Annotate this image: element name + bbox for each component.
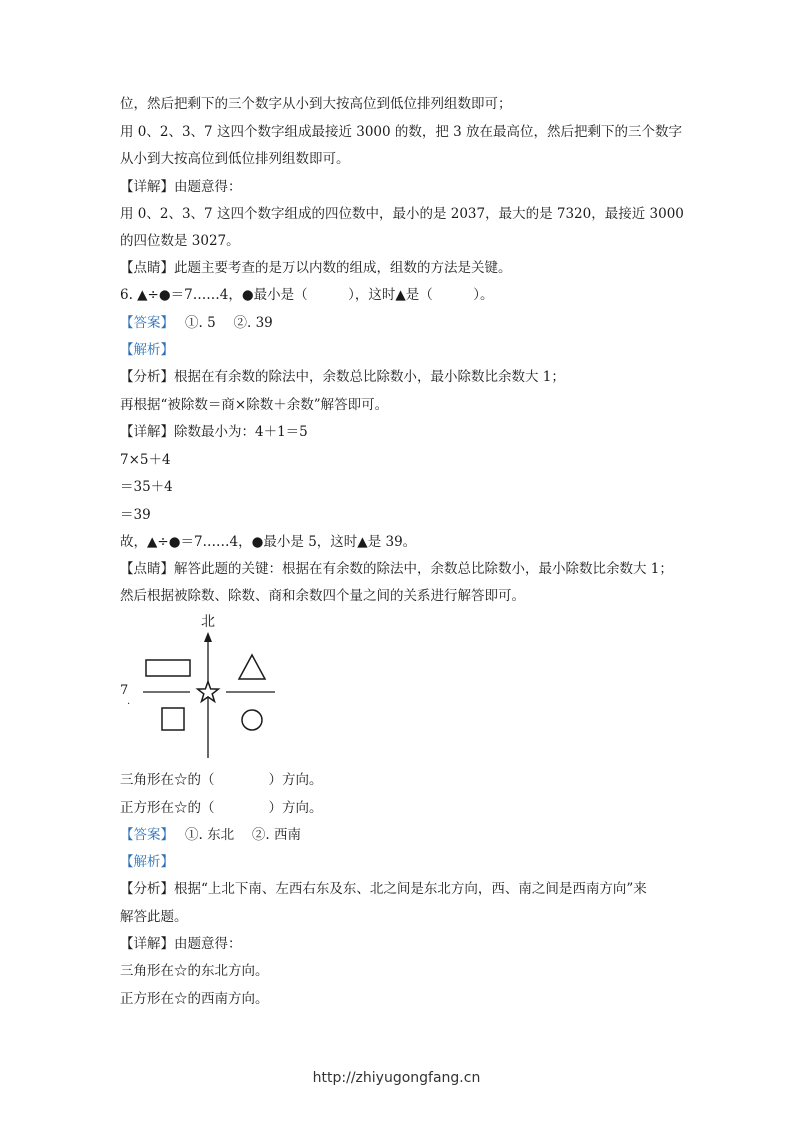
answer-tag: 【答案】 bbox=[120, 827, 168, 843]
question-dot: . bbox=[127, 696, 131, 707]
text-line: 用 0、2、3、7 这四个数字组成的四位数中，最小的是 2037，最大的是 7320，最接近 3000 bbox=[120, 206, 684, 222]
answer-tag: 【答案】 bbox=[120, 315, 168, 331]
direction-diagram bbox=[118, 610, 288, 760]
text-line: 的四位数是 3027。 bbox=[120, 233, 240, 249]
north-label: 北 bbox=[201, 614, 215, 630]
text-line: 然后根据被除数、除数、商和余数四个量之间的关系进行解答即可。 bbox=[120, 588, 525, 604]
question-7-triangle: 三角形在☆的（ ）方向。 bbox=[120, 772, 323, 788]
text-line: 【详解】由题意得： bbox=[120, 179, 242, 195]
north-arrowhead bbox=[204, 632, 212, 642]
answer-6 bbox=[120, 314, 273, 332]
rectangle-shape bbox=[146, 660, 190, 676]
text-line: 【分析】根据在有余数的除法中，余数总比除数小，最小除数比余数大 1； bbox=[120, 369, 565, 385]
analysis-tag: 【解析】 bbox=[120, 342, 174, 358]
text-line: 【点睛】解答此题的关键：根据在有余数的除法中，余数总比除数小，最小除数比余数大 1； bbox=[120, 561, 673, 577]
question-7-square: 正方形在☆的（ ）方向。 bbox=[120, 800, 323, 816]
text-line: 再根据“被除数＝商×除数＋余数”解答即可。 bbox=[120, 397, 389, 413]
footer-url[interactable]: http://zhiyugongfang.cn bbox=[312, 1070, 481, 1086]
text-line: 【详解】除数最小为：4＋1＝5 bbox=[120, 424, 308, 440]
text-line: 从小到大按高位到低位排列组数即可。 bbox=[120, 151, 350, 167]
text-line: 【点睛】此题主要考查的是万以内数的组成，组数的方法是关键。 bbox=[120, 260, 512, 276]
text-line: 【详解】由题意得： bbox=[120, 936, 242, 952]
circle-shape bbox=[242, 710, 262, 730]
text-line: 三角形在☆的东北方向。 bbox=[120, 963, 269, 979]
question-6: 6. ▲÷●＝7……4，●最小是（ ），这时▲是（ ）。 bbox=[120, 287, 494, 303]
text-line: 解答此题。 bbox=[120, 909, 188, 925]
answer-content: ①. 东北 ②. 西南 bbox=[167, 827, 301, 843]
text-line: ＝35＋4 bbox=[120, 479, 173, 495]
text-line: ＝39 bbox=[120, 507, 151, 523]
question-number: 7 bbox=[120, 683, 129, 698]
triangle-shape bbox=[239, 655, 265, 679]
text-line: 用 0、2、3、7 这四个数字组成最接近 3000 的数，把 3 放在最高位，然后把剩下的三个数字 bbox=[120, 124, 683, 140]
square-shape bbox=[162, 708, 184, 730]
text-line: 7×5＋4 bbox=[120, 452, 171, 468]
text-line: 故，▲÷●＝7……4，●最小是 5，这时▲是 39。 bbox=[120, 534, 417, 550]
answer-7 bbox=[120, 826, 301, 844]
text-line: 正方形在☆的西南方向。 bbox=[120, 991, 269, 1007]
text-line: 位，然后把剩下的三个数字从小到大按高位到低位排列组数即可； bbox=[120, 96, 512, 112]
answer-content: ①. 5 ②. 39 bbox=[167, 315, 273, 331]
text-line: 【分析】根据“上北下南、左西右东及东、北之间是东北方向，西、南之间是西南方向”来 bbox=[120, 881, 647, 897]
analysis-tag: 【解析】 bbox=[120, 854, 174, 870]
